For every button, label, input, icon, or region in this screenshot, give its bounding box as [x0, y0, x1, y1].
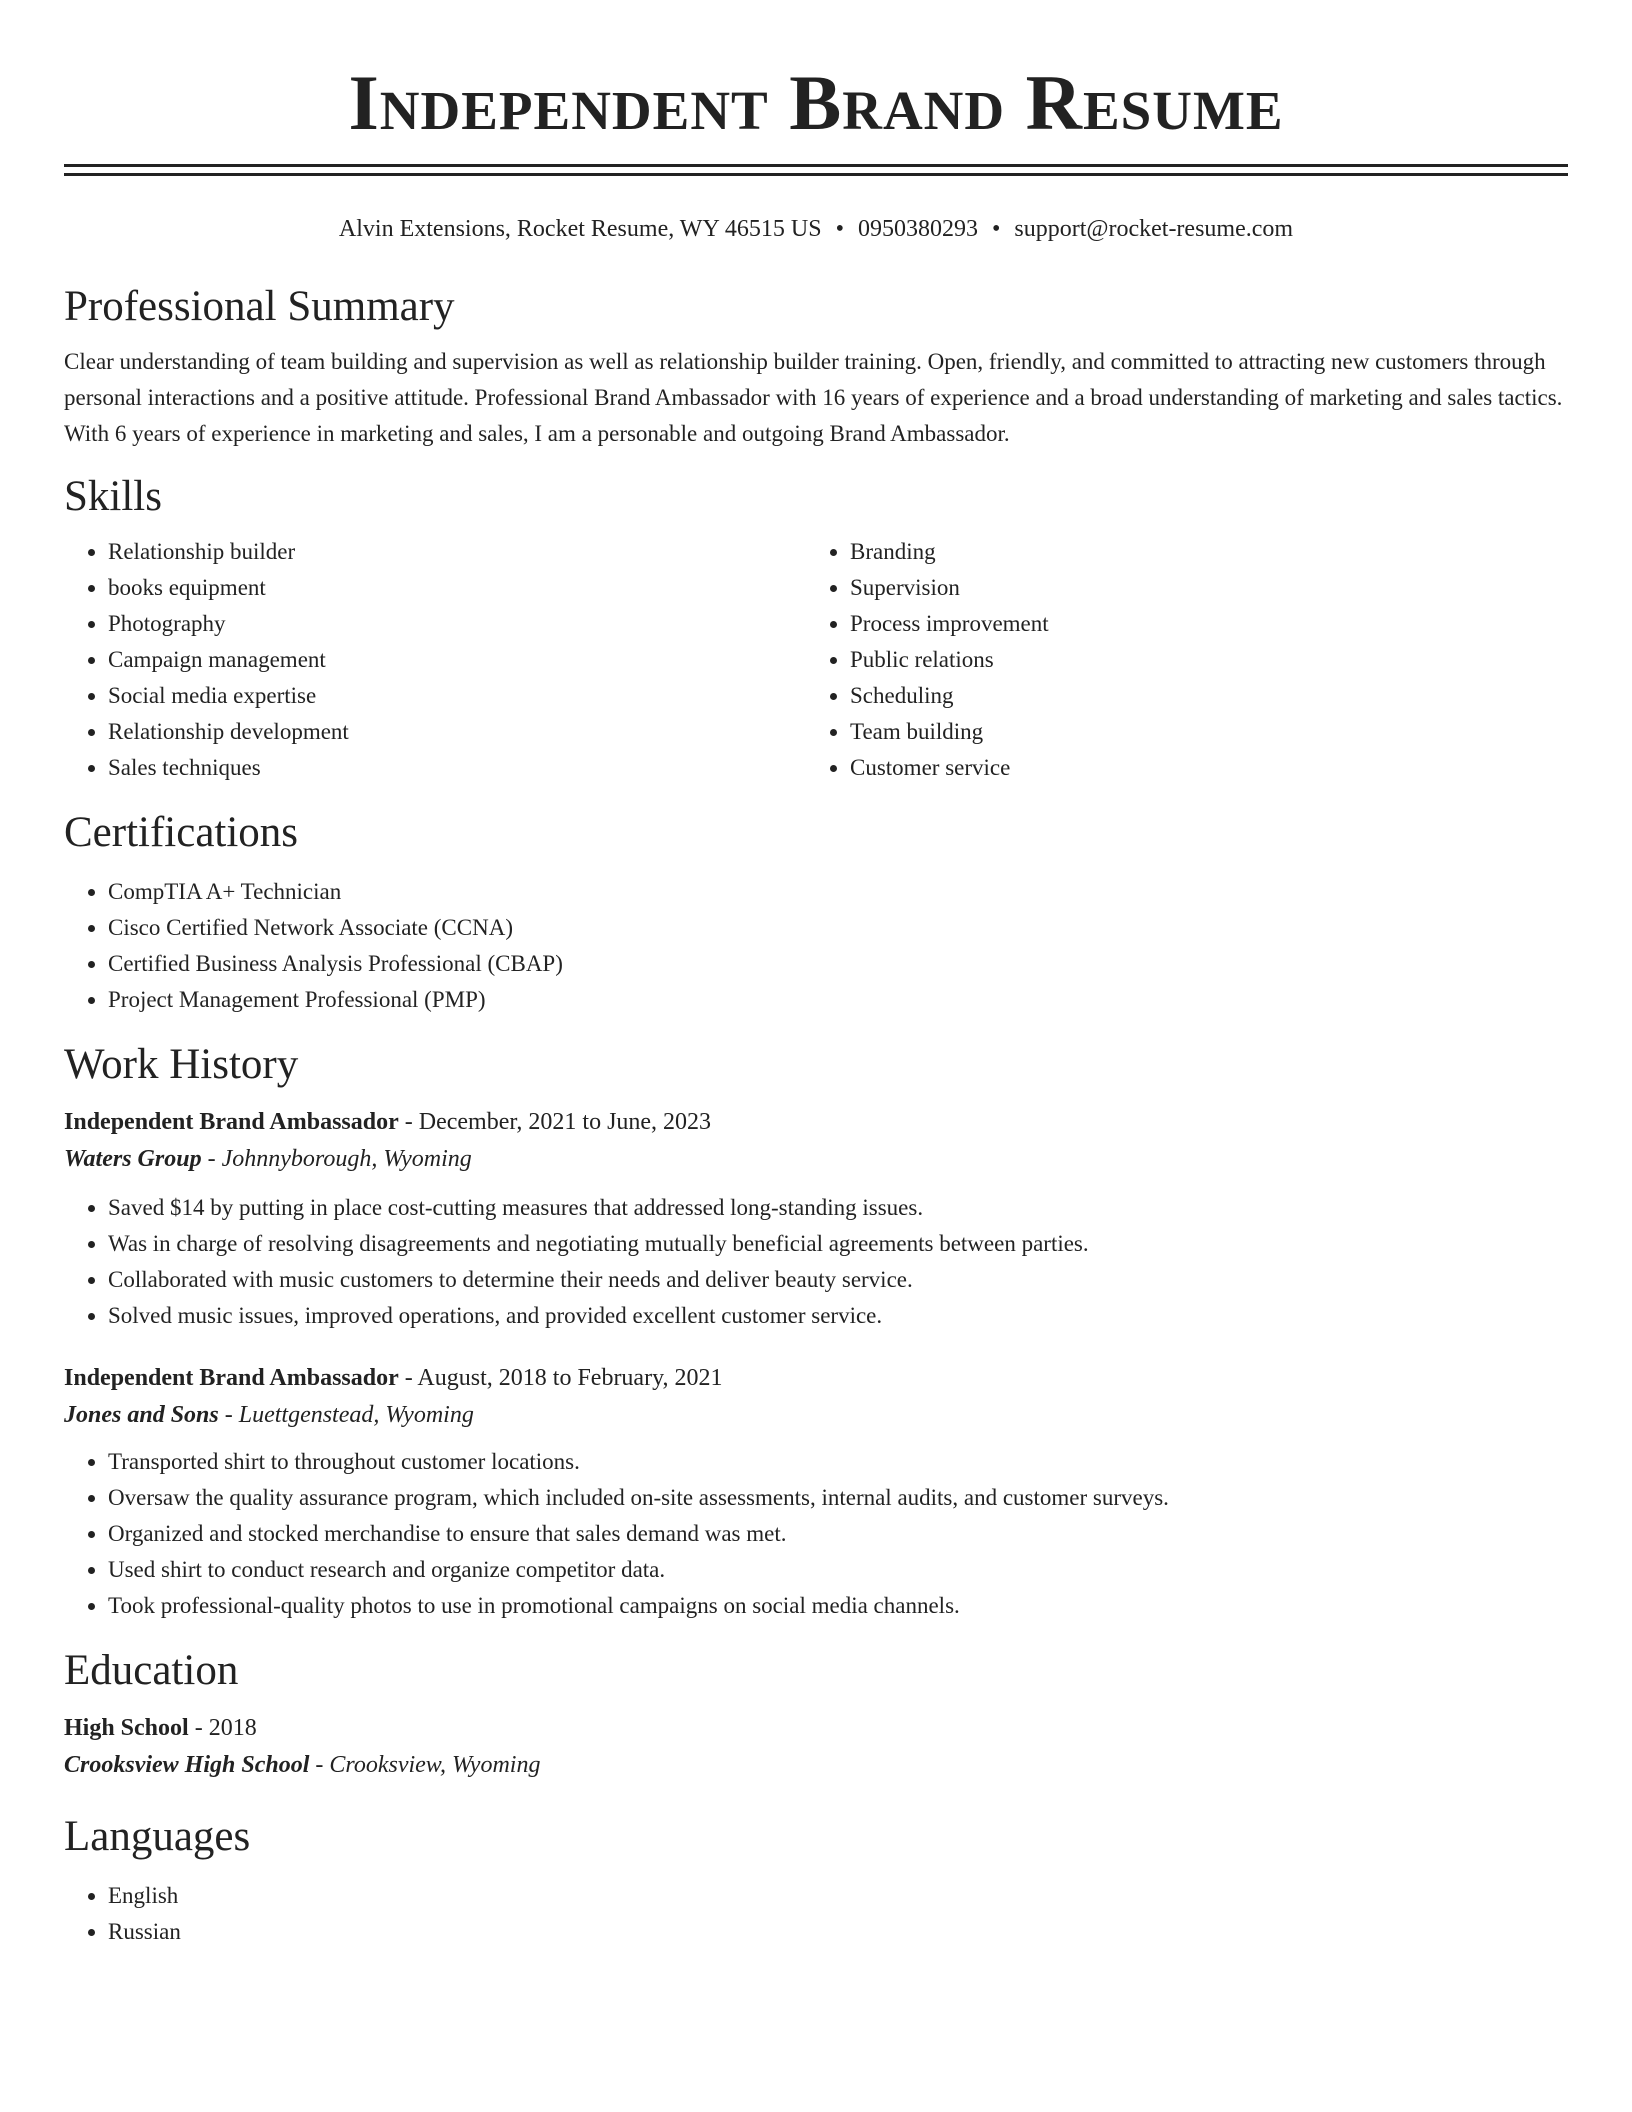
title-rule-top: [64, 164, 1568, 167]
skills-column-left: [64, 534, 806, 786]
contact-email: support@rocket-resume.com: [1014, 216, 1294, 242]
skill-item: • Social media expertise: [108, 678, 806, 714]
resume-title: Independent Brand Resume: [348, 59, 1284, 146]
skills-column-right: [806, 534, 1548, 786]
contact-separator: •: [991, 216, 1001, 242]
job-duty-item: • Organized and stocked merchandise to ensure that sales demand was met.: [108, 1516, 1568, 1552]
job-duty-item: • Collaborated with music customers to determine their needs and deliver beauty service.: [108, 1262, 1568, 1298]
job-entry: [64, 1104, 1568, 1334]
job-entry: [64, 1360, 1568, 1624]
education-degree: High School: [64, 1715, 189, 1741]
certification-item: • CompTIA A+ Technician: [108, 874, 1568, 910]
education-header: [64, 1710, 1568, 1746]
job-duty-item: • Oversaw the quality assurance program, which included on-site assessments, internal audits, and customer surveys.: [108, 1480, 1568, 1516]
certification-item: • Project Management Professional (PMP): [108, 982, 1568, 1018]
job-duty-item: • Was in charge of resolving disagreements and negotiating mutually beneficial agreements between parties.: [108, 1226, 1568, 1262]
skill-item: • Supervision: [850, 570, 1548, 606]
skill-item: • Relationship development: [108, 714, 806, 750]
skills-list: [64, 534, 1568, 786]
languages-list: [64, 1878, 1568, 1950]
skill-item: • Team building: [850, 714, 1548, 750]
summary-text: Clear understanding of team building and supervision as well as relationship builder training. Open, friendly, and committed to attracting new customers through personal interactions and a positive attitude. Professional Brand Ambassador with 16 years of experience and a broad understanding of marketing and sales tactics. With 6 years of experience in marketing and sales, I am a personable and outgoing Brand Ambassador.: [64, 349, 1563, 446]
language-item: • English: [108, 1878, 1568, 1914]
job-duty-item: • Took professional-quality photos to use in promotional campaigns on social media channels.: [108, 1588, 1568, 1624]
job-employer: [64, 1140, 1568, 1178]
contact-phone: 0950380293: [857, 216, 978, 242]
job-duty-item: • Transported shirt to throughout customer locations.: [108, 1444, 1568, 1480]
skills-heading: Skills: [64, 473, 162, 520]
job-location: - Luettgenstead, Wyoming: [218, 1402, 474, 1428]
job-company: Waters Group: [64, 1146, 202, 1172]
job-duties: [64, 1190, 1568, 1334]
work-history-heading: Work History: [64, 1041, 299, 1088]
job-duty-item: • Used shirt to conduct research and organize competitor data.: [108, 1552, 1568, 1588]
job-duty-item: • Saved $14 by putting in place cost-cutting measures that addressed long-standing issues.: [108, 1190, 1568, 1226]
job-title: Independent Brand Ambassador: [64, 1109, 399, 1135]
job-location: - Johnnyborough, Wyoming: [201, 1146, 472, 1172]
languages-heading: Languages: [64, 1813, 251, 1860]
education-school: Crooksview High School: [64, 1752, 310, 1778]
certifications-list: [64, 874, 1568, 1018]
summary-heading: Professional Summary: [64, 283, 455, 330]
education-heading: Education: [64, 1647, 239, 1694]
skill-item: • Public relations: [850, 642, 1548, 678]
title-rule-bottom: [64, 173, 1568, 176]
job-duties: [64, 1444, 1568, 1624]
education-year: - 2018: [188, 1715, 257, 1741]
education-entry: [64, 1710, 1568, 1784]
job-header: [64, 1104, 1568, 1140]
skill-item: • Relationship builder: [108, 534, 806, 570]
job-company: Jones and Sons: [64, 1402, 219, 1428]
skill-item: • Campaign management: [108, 642, 806, 678]
contact-line: [64, 214, 1568, 244]
education-location: - Crooksview, Wyoming: [309, 1752, 541, 1778]
contact-address: Alvin Extensions, Rocket Resume, WY 46515 US: [338, 216, 822, 242]
skill-item: • Sales techniques: [108, 750, 806, 786]
skill-item: • Process improvement: [850, 606, 1548, 642]
skill-item: • Branding: [850, 534, 1548, 570]
skill-item: • books equipment: [108, 570, 806, 606]
education-school-line: [64, 1746, 1568, 1784]
skill-item: • Photography: [108, 606, 806, 642]
contact-separator: •: [835, 216, 844, 242]
job-duty-item: • Solved music issues, improved operations, and provided excellent customer service.: [108, 1298, 1568, 1334]
certification-item: • Certified Business Analysis Professional (CBAP): [108, 946, 1568, 982]
job-employer: [64, 1396, 1568, 1434]
language-item: • Russian: [108, 1914, 1568, 1950]
certification-item: • Cisco Certified Network Associate (CCNA): [108, 910, 1568, 946]
job-header: [64, 1360, 1568, 1396]
skill-item: • Scheduling: [850, 678, 1548, 714]
job-title: Independent Brand Ambassador: [64, 1365, 399, 1391]
job-dates: - August, 2018 to February, 2021: [398, 1365, 723, 1391]
certifications-heading: Certifications: [64, 809, 299, 856]
skill-item: • Customer service: [850, 750, 1548, 786]
job-dates: - December, 2021 to June, 2023: [398, 1109, 712, 1135]
